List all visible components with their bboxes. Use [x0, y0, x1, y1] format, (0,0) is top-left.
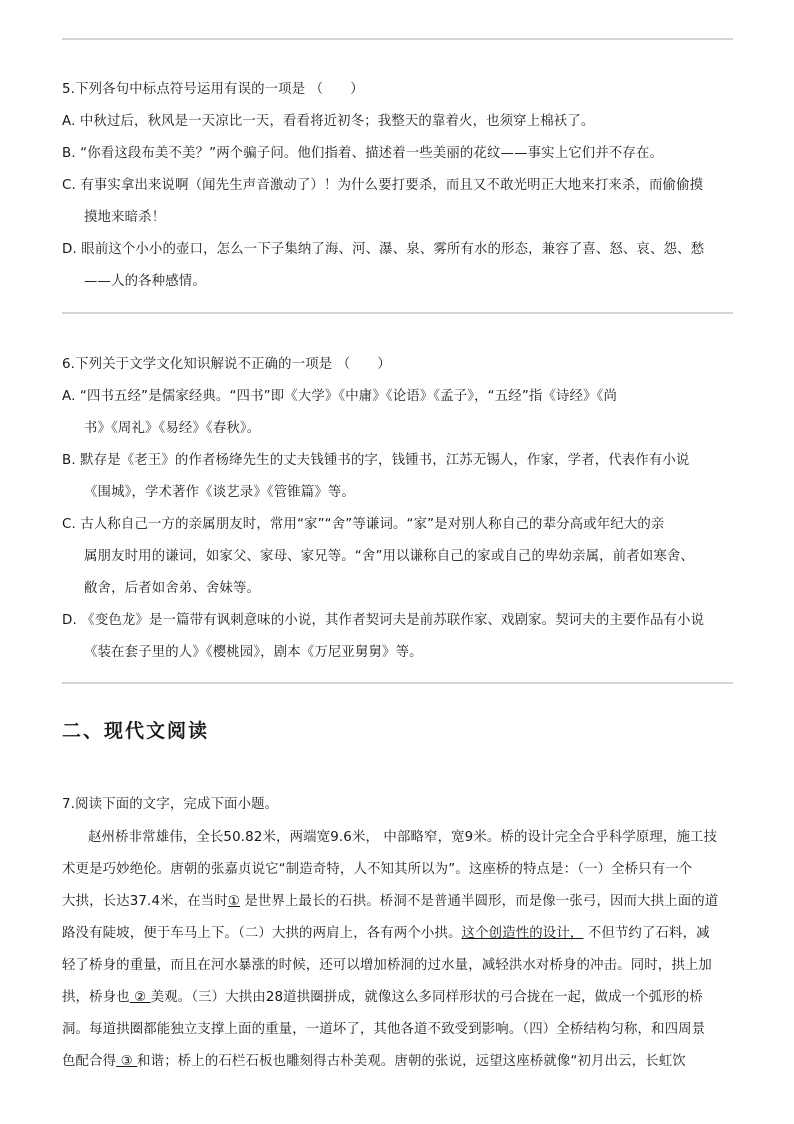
question-6-option-d-cont: 《装在套子里的人》《樱桃园》，剧本《万尼亚舅舅》等。 — [84, 645, 423, 660]
question-6-option-c: C. 古人称自己一方的亲属朋友时，常用“家”“舍”等谦词。“家”是对别人称自己的辈分高或年纪大的亲 — [62, 517, 665, 532]
passage-line-4: 路没有陡坡，便于车马上下。（二）大拱的两肩上，各有两个小拱。这个创造性的设计， 不但节约了石料，减 — [62, 926, 710, 941]
question-5-option-d-cont: ——人的各种感情。 — [84, 274, 206, 289]
question-6-option-a: A. “四书五经”是儒家经典。“四书”即《大学》《中庸》《论语》《孟子》，“五经”指《诗经》《尚 — [62, 389, 617, 404]
question-6-option-b-cont: 《围城》，学术著作《谈艺录》《管锥篇》等。 — [84, 485, 355, 500]
blank-3: ③ — [116, 1054, 138, 1069]
question-5-option-d: D. 眼前这个小小的壶口，怎么一下子集纳了海、河、瀑、泉、雾所有水的形态，兼容了喜、怒、哀、怨、愁 — [62, 242, 705, 257]
passage-line-3: 大拱，长达37.4米，在当时① 是世界上最长的石拱。桥洞不是普通半圆形，而是像一张弓，因而大拱上面的道 — [62, 894, 719, 909]
blank-2: ② — [129, 990, 151, 1005]
divider — [62, 682, 733, 684]
passage-line-1: 赵州桥非常雄伟，全长50.82米，两端宽9.6米， 中部略窄，宽9米。桥的设计完全合乎科学原理，施工技 — [88, 830, 718, 845]
question-6-option-a-cont: 书》《周礼》《易经》《春秋》。 — [84, 421, 261, 436]
passage-line-6: 拱，桥身也 ② 美观。（三）大拱由28道拱圈拼成，就像这么多同样形状的弓合拢在一起，做成一个弧形的桥 — [62, 990, 703, 1005]
question-5-stem: 5.下列各句中标点符号运用有误的一项是 （ ） — [62, 82, 364, 97]
question-6-stem: 6.下列关于文学文化知识解说不正确的一项是 （ ） — [62, 357, 391, 372]
passage-line-7: 洞。每道拱圈都能独立支撑上面的重量，一道坏了，其他各道不致受到影响。（四）全桥结构匀称，和四周景 — [62, 1022, 706, 1037]
question-6-option-d: D. 《变色龙》是一篇带有讽刺意味的小说，其作者契诃夫是前苏联作家、戏剧家。契诃夫的主要作品有小说 — [62, 613, 705, 628]
divider — [62, 38, 733, 40]
passage-line-5: 轻了桥身的重量，而且在河水暴涨的时候，还可以增加桥洞的过水量，减轻洪水对桥身的冲击。同时，拱上加 — [62, 958, 712, 973]
question-5-option-a: A. 中秋过后，秋风是一天凉比一天，看看将近初冬；我整天的靠着火，也须穿上棉袄了。 — [62, 114, 595, 129]
question-6-option-b: B. 默存是《老王》的作者杨绛先生的丈夫钱锺书的字，钱锺书，江苏无锡人，作家，学者，代表作有小说 — [62, 453, 690, 468]
question-7-stem: 7.阅读下面的文字，完成下面小题。 — [62, 797, 279, 812]
question-6-option-c-cont2: 敝舍，后者如舍弟、舍妹等。 — [84, 581, 261, 596]
blank-1: ① — [227, 894, 240, 909]
passage-line-8: 色配合得 ③ 和谐；桥上的石栏石板也雕刻得古朴美观。唐朝的张说，远望这座桥就像“初月出云，长虹饮 — [62, 1054, 686, 1069]
question-5-option-c-cont: 摸地来暗杀！ — [84, 210, 166, 225]
question-6-option-c-cont: 属朋友时用的谦词，如家父、家母、家兄等。“舍”用以谦称自己的家或自己的卑幼亲属，前者如寒舍、 — [84, 549, 694, 564]
divider — [62, 312, 733, 314]
question-5-option-b: B. “你看这段布美不美？”两个骗子问。他们指着、描述着一些美丽的花纹——事实上它们并不存在。 — [62, 146, 664, 161]
question-5-option-c: C. 有事实拿出来说啊（闻先生声音激动了）！为什么要打要杀，而且又不敢光明正大地来打来杀，而偷偷摸 — [62, 178, 704, 193]
passage-line-2: 术更是巧妙绝伦。唐朝的张嘉贞说它“制造奇特，人不知其所以为”。这座桥的特点是：（一）全桥只有一个 — [62, 862, 693, 877]
underlined-phrase: 这个创造性的设计， — [461, 926, 584, 941]
section-heading: 二、现代文阅读 — [62, 720, 210, 742]
